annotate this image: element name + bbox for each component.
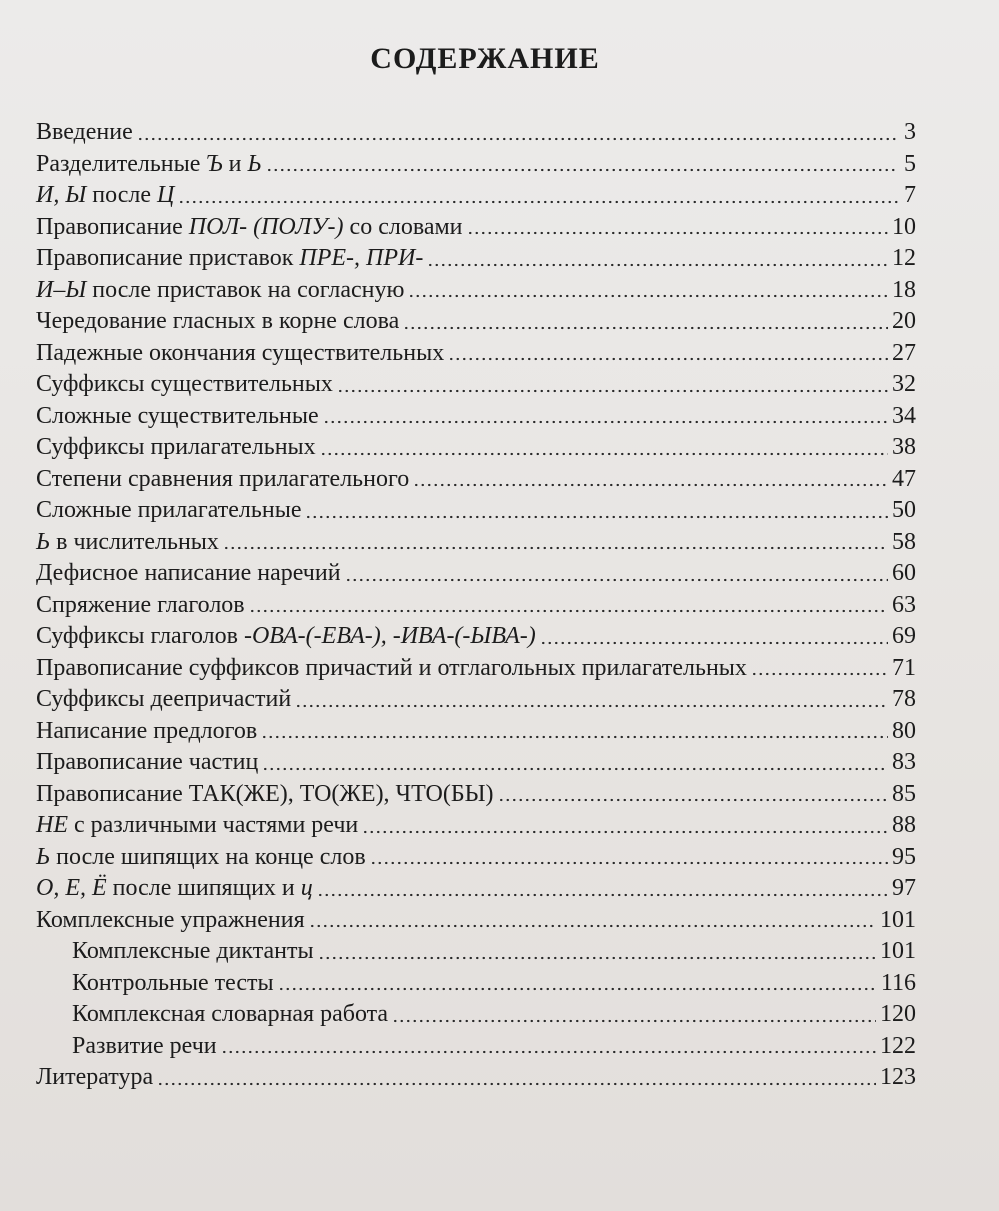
- toc-entry-title: И–Ы после приставок на согласную: [36, 276, 405, 303]
- toc-page-number: 3: [904, 119, 916, 145]
- toc-entry: [36, 275, 916, 307]
- toc-entry-title: Суффиксы существительных: [36, 371, 333, 397]
- toc-entry: [36, 401, 916, 433]
- toc-entry-title: Введение: [36, 119, 133, 145]
- toc-page-number: 18: [892, 276, 916, 303]
- toc-entry-title: Спряжение глаголов: [36, 591, 245, 618]
- dot-leader: [317, 893, 888, 897]
- dot-leader: [448, 357, 888, 361]
- toc-entry-title: Суффиксы прилагательных: [36, 434, 316, 460]
- toc-entry: [36, 653, 916, 685]
- toc-entry: [36, 905, 916, 937]
- toc-page-number: 34: [892, 402, 916, 429]
- toc-entry: [36, 873, 916, 905]
- toc-entry-title: Написание предлогов: [36, 717, 258, 744]
- toc-entry-title: Ь в числительных: [36, 528, 219, 555]
- toc-page-number: 71: [892, 654, 916, 681]
- toc-entry-title: Падежные окончания существительных: [36, 339, 445, 366]
- dot-leader: [249, 609, 888, 613]
- toc-page-number: 95: [892, 843, 916, 870]
- toc-entry-title: Ь после шипящих на конце слов: [36, 843, 366, 870]
- toc-page-number: 38: [892, 434, 916, 460]
- toc-entry-title: Сложные прилагательные: [36, 497, 302, 523]
- toc-entry: [36, 117, 916, 149]
- toc-entry-title: НЕ с различными частями речи: [36, 812, 359, 838]
- page-title: СОДЕРЖАНИЕ: [370, 42, 600, 75]
- toc-page-number: 69: [892, 623, 916, 649]
- toc-entry-title: Чередование гласных в корне слова: [36, 308, 400, 334]
- dot-leader: [337, 389, 888, 393]
- toc-entry-title: Правописание приставок ПРЕ-, ПРИ-: [36, 245, 424, 271]
- toc-page-number: 120: [880, 1001, 916, 1027]
- dot-leader: [540, 641, 888, 645]
- toc-page-number: 60: [892, 560, 916, 586]
- toc-page-number: 101: [880, 938, 916, 964]
- toc-page-number: 20: [892, 308, 916, 334]
- dot-leader: [413, 483, 888, 487]
- toc-entry-title: Суффиксы глаголов -ОВА-(-ЕВА-), -ИВА-(-ЫВА-): [36, 623, 536, 649]
- toc-entry-title: Сложные существительные: [36, 402, 319, 429]
- dot-leader: [318, 956, 876, 960]
- dot-leader: [178, 200, 898, 204]
- toc-entry: [36, 180, 916, 212]
- toc-entry: [36, 306, 916, 338]
- toc-entry: [36, 369, 916, 401]
- toc-entry-title: Комплексные диктанты: [72, 938, 314, 964]
- toc-entry-title: Разделительные Ъ и Ь: [36, 150, 262, 177]
- table-of-contents: [36, 117, 916, 1094]
- toc-entry: [36, 842, 916, 874]
- toc-entry-title: Комплексные упражнения: [36, 906, 305, 933]
- toc-entry: [36, 338, 916, 370]
- toc-page-number: 32: [892, 371, 916, 397]
- toc-entry-title: Степени сравнения прилагательного: [36, 465, 410, 492]
- toc-subentry: [36, 999, 916, 1031]
- toc-entry: [36, 243, 916, 275]
- toc-page-number: 101: [880, 906, 916, 933]
- toc-entry: [36, 212, 916, 244]
- dot-leader: [751, 672, 888, 676]
- toc-entry-title: Развитие речи: [72, 1032, 217, 1059]
- dot-leader: [403, 326, 888, 330]
- toc-entry-title: Дефисное написание наречий: [36, 560, 341, 586]
- toc-page-number: 88: [892, 812, 916, 838]
- toc-entry: [36, 810, 916, 842]
- toc-page-number: 116: [880, 969, 916, 996]
- toc-page-number: 47: [892, 465, 916, 492]
- dot-leader: [295, 704, 888, 708]
- toc-page-number: 27: [892, 339, 916, 366]
- toc-page-number: 122: [880, 1032, 916, 1059]
- toc-page-number: 5: [904, 150, 916, 177]
- toc-entry: [36, 684, 916, 716]
- toc-entry: [36, 1062, 916, 1094]
- toc-page-number: 97: [892, 875, 916, 901]
- dot-leader: [261, 735, 888, 739]
- toc-page-number: 7: [904, 182, 916, 208]
- toc-entry-title: Комплексная словарная работа: [72, 1001, 389, 1027]
- toc-entry: [36, 716, 916, 748]
- dot-leader: [309, 924, 876, 928]
- toc-entry-title: Правописание ТАК(ЖЕ), ТО(ЖЕ), ЧТО(БЫ): [36, 780, 494, 807]
- toc-entry: [36, 464, 916, 496]
- toc-entry-title: Правописание частиц: [36, 749, 259, 775]
- toc-page-number: 10: [892, 213, 916, 240]
- toc-entry-title: Правописание суффиксов причастий и отглагольных прилагательных: [36, 654, 747, 681]
- toc-entry: [36, 149, 916, 181]
- toc-entry: [36, 432, 916, 464]
- toc-page-number: 78: [892, 686, 916, 712]
- dot-leader: [370, 861, 888, 865]
- dot-leader: [221, 1050, 876, 1054]
- toc-entry-title: Суффиксы деепричастий: [36, 686, 292, 712]
- dot-leader: [323, 420, 888, 424]
- dot-leader: [427, 263, 888, 267]
- toc-page-number: 80: [892, 717, 916, 744]
- toc-subentry: [36, 968, 916, 1000]
- toc-subentry: [36, 936, 916, 968]
- dot-leader: [262, 767, 888, 771]
- dot-leader: [137, 137, 898, 141]
- toc-entry: [36, 558, 916, 590]
- dot-leader: [320, 452, 888, 456]
- toc-entry-title: Правописание ПОЛ- (ПОЛУ-) со словами: [36, 213, 463, 240]
- toc-page-number: 63: [892, 591, 916, 618]
- toc-page-number: 50: [892, 497, 916, 523]
- toc-entry-title: О, Е, Ё после шипящих и ц: [36, 875, 313, 901]
- toc-page-number: 123: [880, 1064, 916, 1090]
- toc-entry: [36, 621, 916, 653]
- dot-leader: [498, 798, 888, 802]
- toc-entry: [36, 779, 916, 811]
- dot-leader: [392, 1019, 876, 1023]
- dot-leader: [305, 515, 888, 519]
- dot-leader: [362, 830, 888, 834]
- dot-leader: [278, 987, 877, 991]
- toc-page-number: 85: [892, 780, 916, 807]
- toc-page-number: 58: [892, 528, 916, 555]
- toc-entry: [36, 747, 916, 779]
- toc-page-number: 83: [892, 749, 916, 775]
- toc-entry-title: И, Ы после Ц: [36, 182, 175, 208]
- dot-leader: [157, 1082, 876, 1086]
- dot-leader: [345, 578, 888, 582]
- dot-leader: [223, 546, 888, 550]
- dot-leader: [266, 168, 898, 172]
- dot-leader: [467, 231, 888, 235]
- toc-entry: [36, 495, 916, 527]
- dot-leader: [408, 294, 888, 298]
- toc-entry-title: Контрольные тесты: [72, 969, 274, 996]
- toc-page-number: 12: [892, 245, 916, 271]
- toc-subentry: [36, 1031, 916, 1063]
- toc-entry: [36, 590, 916, 622]
- toc-entry: [36, 527, 916, 559]
- toc-entry-title: Литература: [36, 1064, 154, 1090]
